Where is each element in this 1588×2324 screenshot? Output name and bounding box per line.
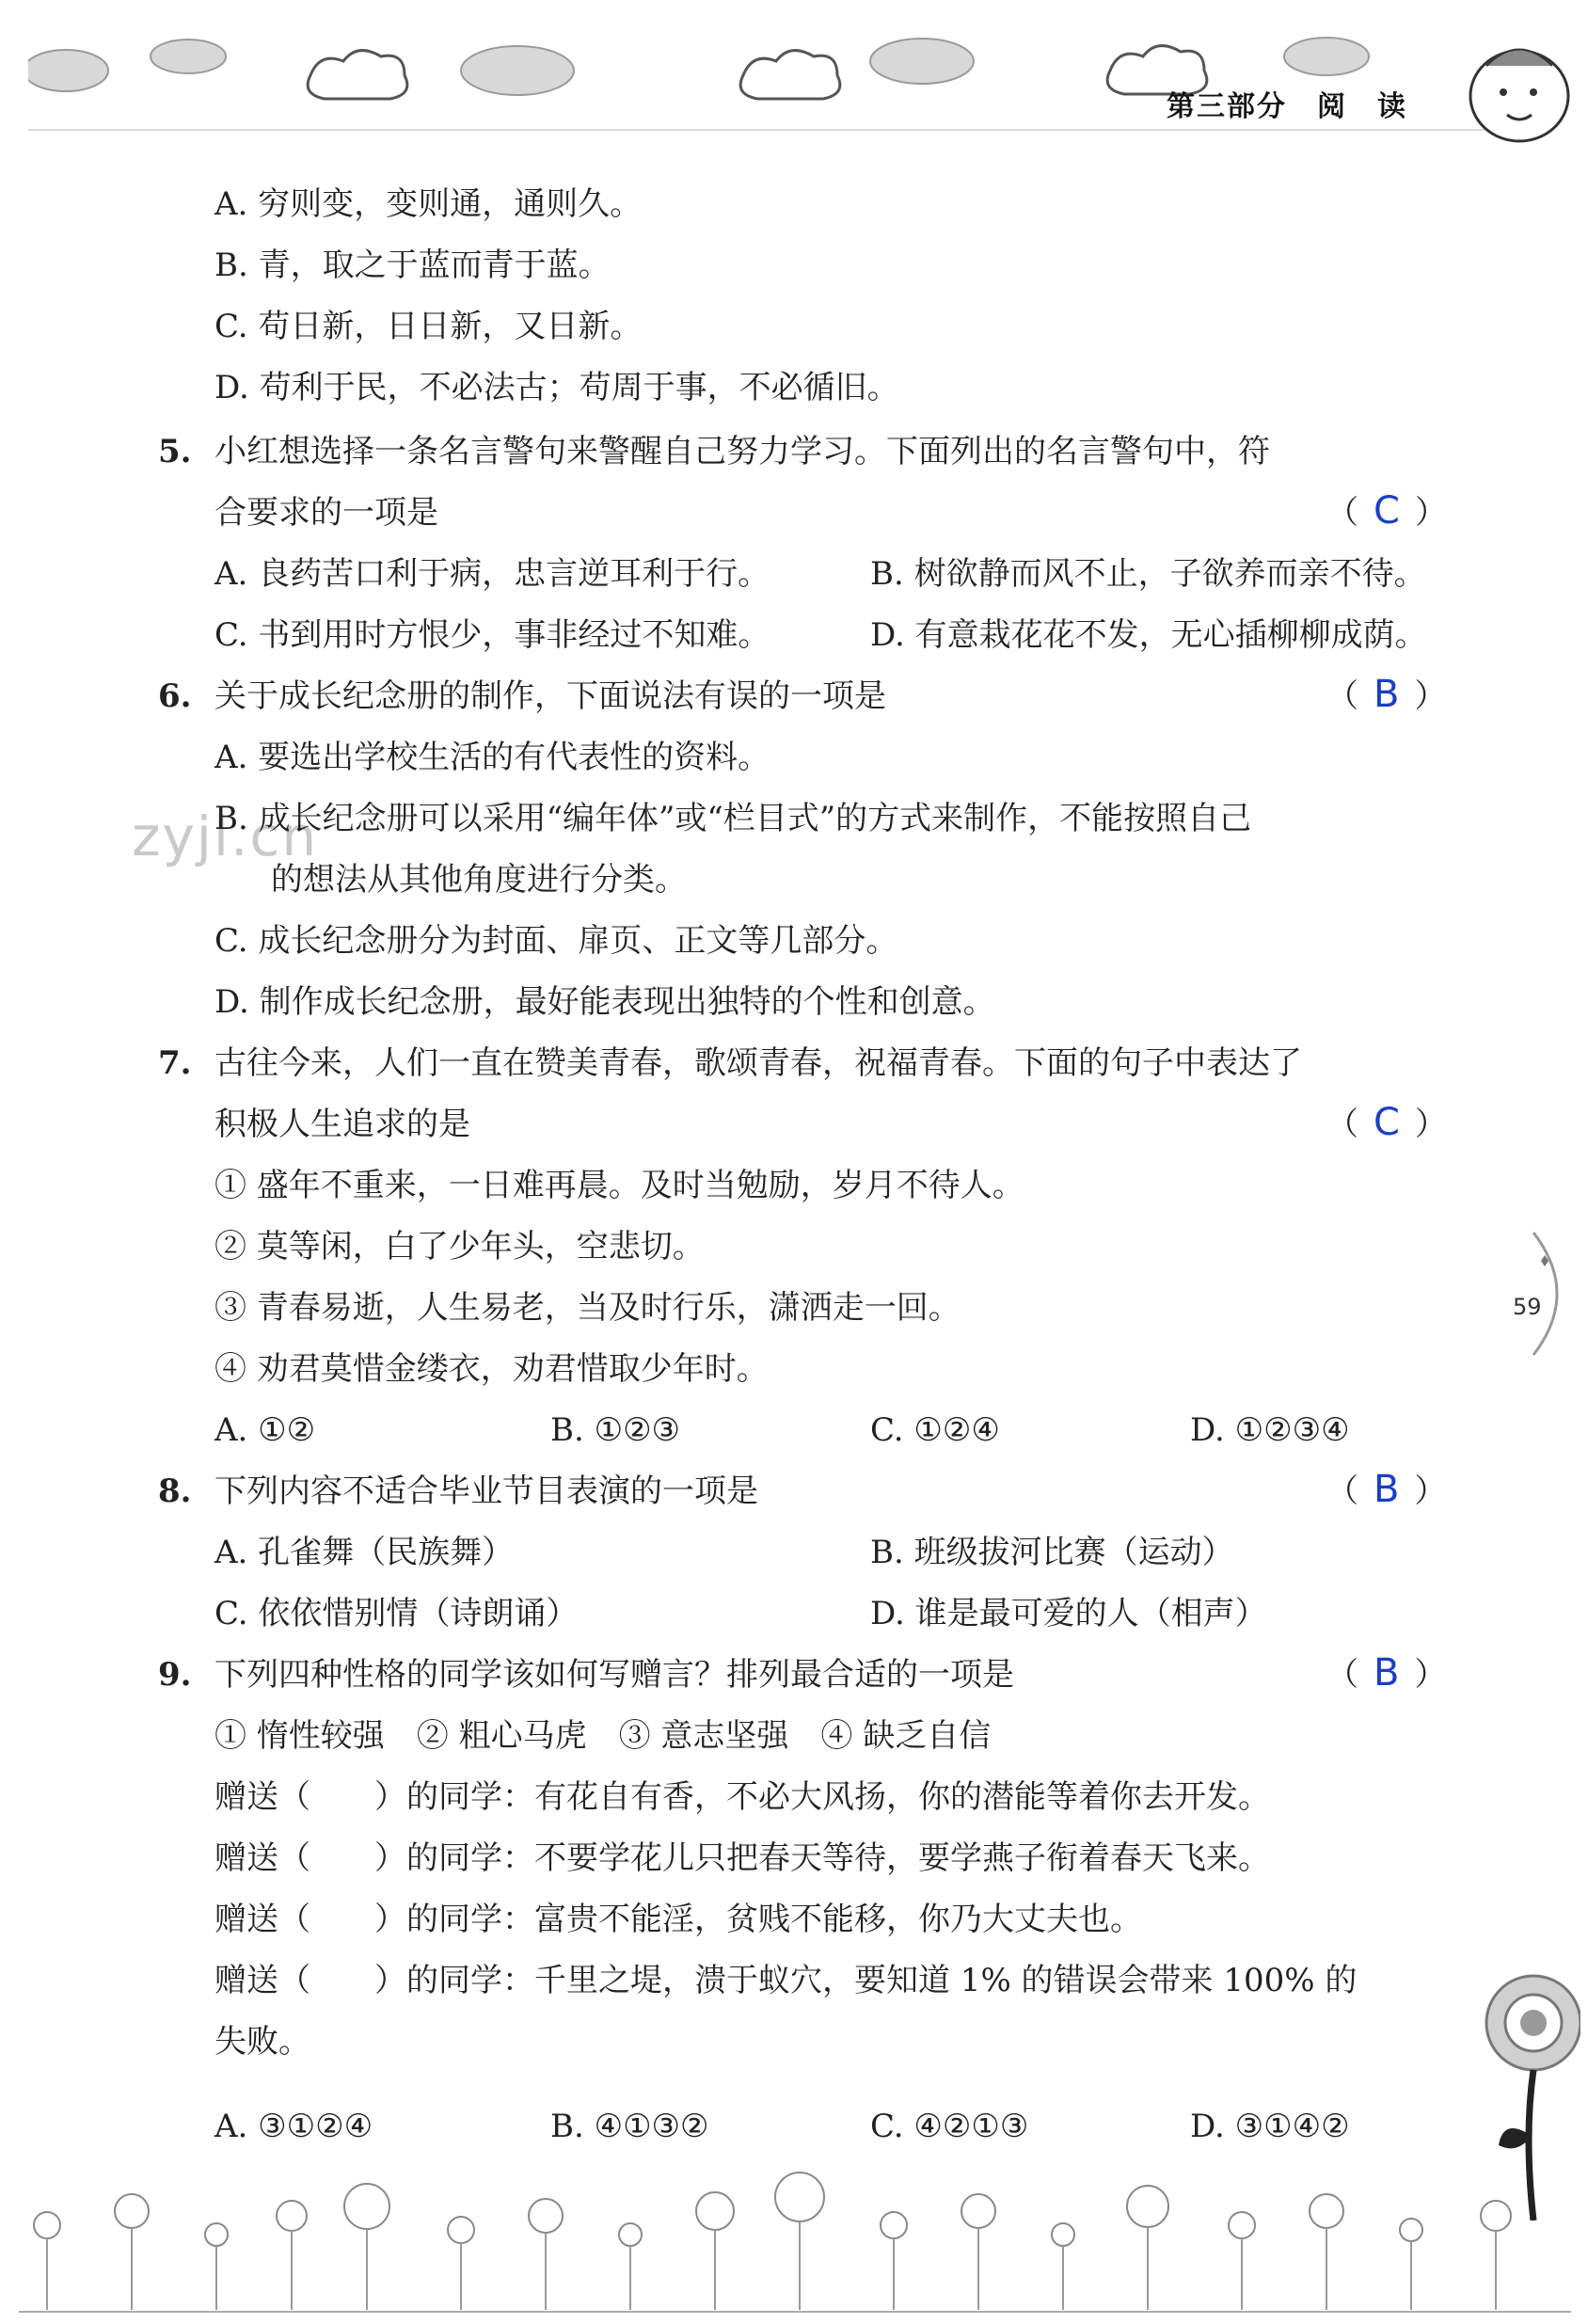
q6-paren-open: （ xyxy=(1326,677,1358,715)
page-number: 59 xyxy=(1513,1294,1542,1320)
q6-option-d: D. 制作成长纪念册，最好能表现出独特的个性和创意。 xyxy=(214,983,995,1021)
q7-option-d: D. ①②③④ xyxy=(1190,1411,1350,1449)
q5-number: 5. xyxy=(158,433,192,470)
q4-option-b: B. 青，取之于蓝而青于蓝。 xyxy=(214,247,611,284)
monkey-mascot-icon xyxy=(1458,28,1580,151)
q9-paren-close: ） xyxy=(1414,1656,1447,1694)
q9-option-b: B. ④①③② xyxy=(550,2108,709,2145)
q6-paren-close: ） xyxy=(1414,677,1447,715)
q9-gift-4-line1: 赠送（ ）的同学：千里之堤，溃于蚁穴，要知道 1% 的错误会带来 100% 的 xyxy=(214,1962,1358,1999)
section-title: 第三部分 阅 读 xyxy=(1167,90,1407,123)
q5-option-c: C. 书到用时方恨少，事非经过不知难。 xyxy=(214,616,770,654)
q4-option-c: C. 苟日新，日日新，又日新。 xyxy=(214,308,643,345)
q8-option-c: C. 依依惜别情（诗朗诵） xyxy=(214,1595,579,1632)
q7-option-b: B. ①②③ xyxy=(550,1411,681,1449)
q5-paren-close: ） xyxy=(1414,494,1447,532)
q9-gift-1: 赠送（ ）的同学：有花自有香，不必大风扬，你的潜能等着你去开发。 xyxy=(214,1778,1270,1816)
watermark: zyjl.cn xyxy=(132,804,319,868)
q7-paren-close: ） xyxy=(1414,1106,1447,1143)
q7-answer xyxy=(1326,1102,1447,1145)
q7-item-4: ④ 劝君莫惜金缕衣，劝君惜取少年时。 xyxy=(214,1350,769,1388)
q5-answer xyxy=(1326,490,1447,533)
q5-paren-open: （ xyxy=(1326,494,1358,532)
q9-option-a: A. ③①②④ xyxy=(214,2108,373,2145)
q8-option-d: D. 谁是最可爱的人（相声） xyxy=(870,1595,1267,1632)
q7-item-3: ③ 青春易逝，人生易老，当及时行乐，潇洒走一回。 xyxy=(214,1289,961,1327)
q6-option-b-line1: B. 成长纪念册可以采用“编年体”或“栏目式”的方式来制作，不能按照自己 xyxy=(214,800,1252,837)
q6-number: 6. xyxy=(158,677,192,715)
q8-answer-letter: B xyxy=(1374,1468,1400,1511)
q9-gift-2: 赠送（ ）的同学：不要学花儿只把春天等待，要学燕子衔着春天飞来。 xyxy=(214,1839,1270,1877)
q8-option-a: A. 孔雀舞（民族舞） xyxy=(214,1534,515,1571)
q8-paren-open: （ xyxy=(1326,1472,1358,1510)
q9-number: 9. xyxy=(158,1656,192,1694)
q5-option-a: A. 良药苦口利于病，忠言逆耳利于行。 xyxy=(214,555,770,593)
q7-option-a: A. ①② xyxy=(214,1411,316,1449)
q7-stem-line1: 古往今来，人们一直在赞美青春，歌颂青春，祝福青春。下面的句子中表达了 xyxy=(214,1044,1302,1082)
q8-paren-close: ） xyxy=(1414,1472,1447,1510)
q4-option-a: A. 穷则变，变则通，通则久。 xyxy=(214,185,643,223)
q4-option-d: D. 苟利于民，不必法古；苟周于事，不必循旧。 xyxy=(214,369,899,406)
q5-option-d: D. 有意栽花花不发，无心插柳柳成荫。 xyxy=(870,616,1427,654)
q5-answer-letter: C xyxy=(1374,489,1400,533)
q9-gift-4-line2: 失败。 xyxy=(214,2023,310,2061)
q9-gift-3: 赠送（ ）的同学：富贵不能淫，贫贱不能移，你乃大丈夫也。 xyxy=(214,1901,1142,1938)
footer-flower-decoration xyxy=(19,2169,1571,2324)
q6-option-a: A. 要选出学校生活的有代表性的资料。 xyxy=(214,739,770,776)
q9-paren-open: （ xyxy=(1326,1656,1358,1694)
q5-option-b: B. 树欲静而风不止，子欲养而亲不待。 xyxy=(870,555,1426,593)
q7-option-c: C. ①②④ xyxy=(870,1411,1000,1449)
q9-answer-letter: B xyxy=(1374,1651,1400,1695)
q7-paren-open: （ xyxy=(1326,1106,1358,1143)
q6-option-b-line2: 的想法从其他角度进行分类。 xyxy=(271,861,687,899)
q9-option-c: C. ④②①③ xyxy=(870,2108,1029,2145)
q6-option-c: C. 成长纪念册分为封面、扉页、正文等几部分。 xyxy=(214,922,898,960)
q7-number: 7. xyxy=(158,1044,192,1082)
q9-option-d: D. ③①④② xyxy=(1190,2108,1350,2145)
q8-option-b: B. 班级拔河比赛（运动） xyxy=(870,1534,1234,1571)
q6-answer xyxy=(1326,674,1446,717)
q5-stem-line1: 小红想选择一条名言警句来警醒自己努力学习。下面列出的名言警句中，符 xyxy=(214,433,1270,470)
q7-stem-line2: 积极人生追求的是 xyxy=(214,1106,470,1143)
q8-answer xyxy=(1326,1469,1446,1512)
q6-stem: 关于成长纪念册的制作，下面说法有误的一项是 xyxy=(214,677,886,715)
q8-number: 8. xyxy=(158,1472,192,1510)
q9-stem: 下列四种性格的同学该如何写赠言？排列最合适的一项是 xyxy=(214,1656,1014,1694)
q7-item-1: ① 盛年不重来，一日难再晨。及时当勉励，岁月不待人。 xyxy=(214,1167,1024,1204)
q5-stem-line2: 合要求的一项是 xyxy=(214,494,438,532)
q9-answer xyxy=(1326,1652,1446,1695)
q7-answer-letter: C xyxy=(1374,1101,1400,1144)
q7-item-2: ② 莫等闲，白了少年头，空悲切。 xyxy=(214,1228,705,1265)
q6-answer-letter: B xyxy=(1374,673,1400,716)
q9-traits: ① 惰性较强 ② 粗心马虎 ③ 意志坚强 ④ 缺乏自信 xyxy=(214,1717,992,1755)
q8-stem: 下列内容不适合毕业节目表演的一项是 xyxy=(214,1472,758,1510)
